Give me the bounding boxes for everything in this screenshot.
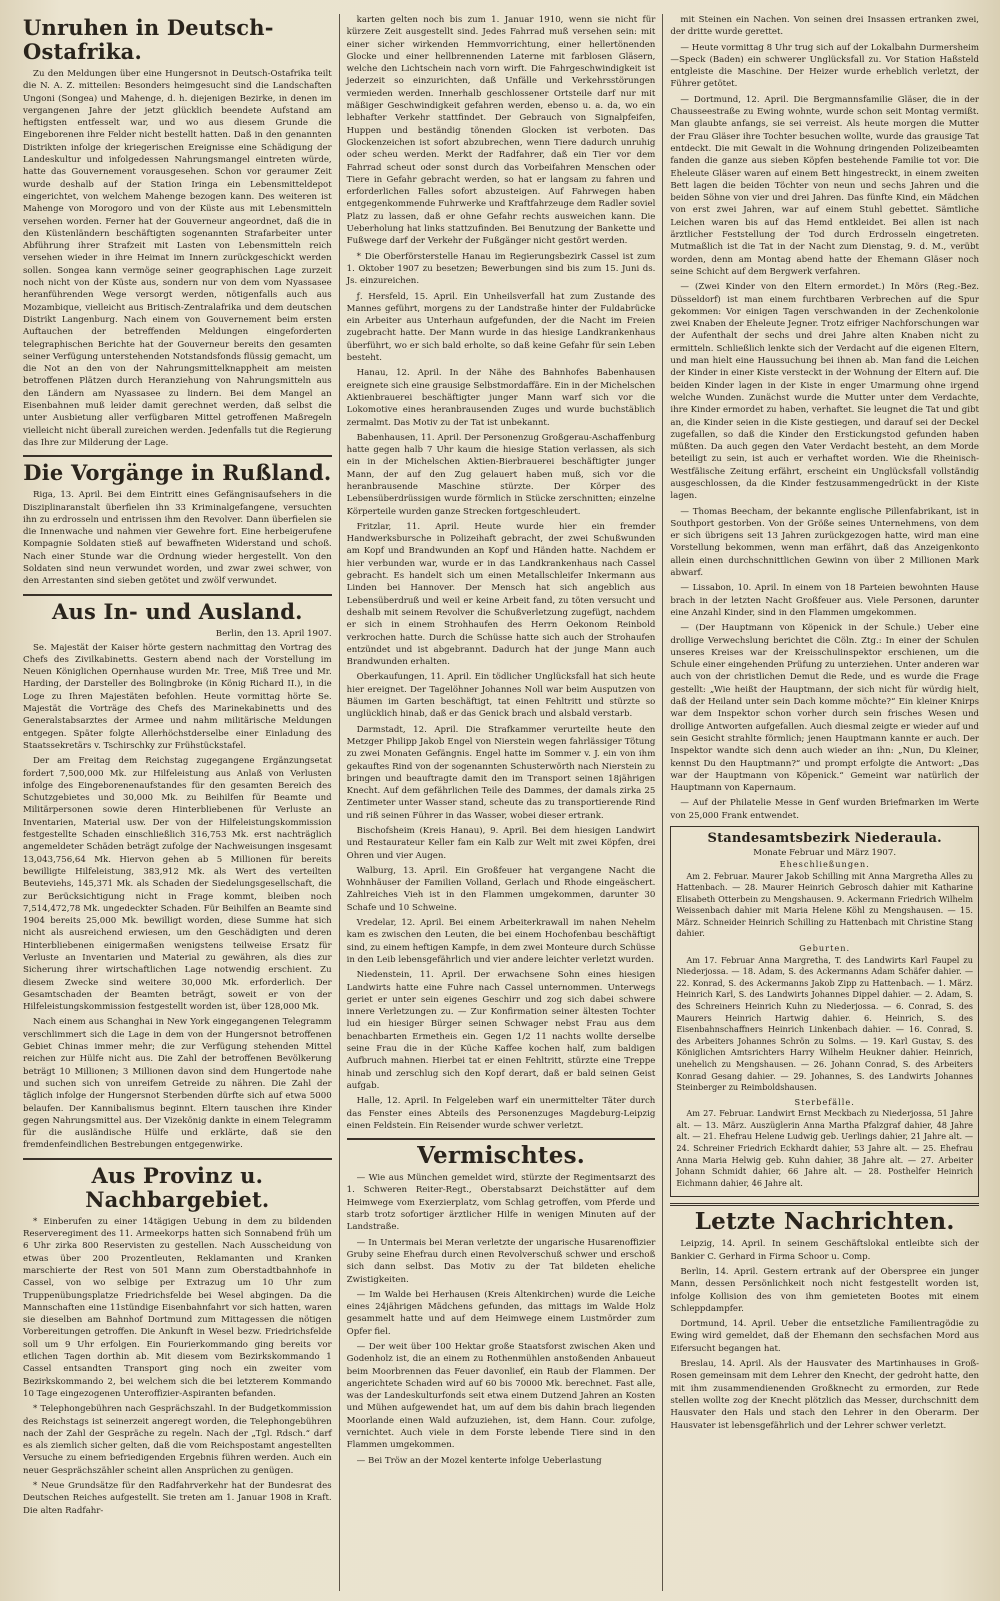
article-darmstadt: Darmstadt, 12. April. Die Strafkammer verurteilte heute den Metzger Philipp Jakob Engel von Nierstein wegen fahrlässiger Tötung zu zwei Monaten Gefängnis. Engel hatte im Sommer v. J. ein von ihm gekauftes Rind von der sogenannten Schusterwörth nach Nierstein zu bringen und beauftragte damit den im Transport seinen 18jährigen Knecht. Auf dem gefährlichen Teile des Dammes, der damals zirka 25 Zentimeter unter Wasser stand, scheute das zu transportierende Rind und riß seinen Führer in das Wasser, wobei dieser ertrank. xyxy=(346,724,656,821)
article-koepenick: — (Der Hauptmann von Köpenick in der Schule.) Ueber eine drollige Verwechslung berichtet die Cöln. Ztg.: In einer der Schulen unseres Kreises war der Kreisschulinspektor erschienen, um die Schule einer eingehenden Prüfung zu unterziehen. Unter anderen war auch von der christlichen Demut die Rede, und es wurde die Frage gestellt: „Wie heißt der Hauptmann, der sich nicht für würdig hielt, daß der Heiland unter sein Dach komme möchte?“ Ein kleiner Knirps war dem Inspektor schon vorher durch sein frisches Wesen und drollige Antworten aufgefallen. Auch diesmal zeigte er wieder auf und sein Gesicht strahlte förmlich; jenen Hauptmann kannte er auch. Der Inspektor wandte sich denn auch wieder an ihn: „Nun, Du Kleiner, kennst Du den Hauptmann?“ und prompt erfolgte die Antwort: „Das war der Hauptmann von Köpenick.“ Gemeint war natürlich der Hauptmann von Kapernaum. xyxy=(670,623,980,794)
article-dortmund: — Dortmund, 12. April. Die Bergmannsfamilie Gläser, die in der Chausseestraße zu Ewing wohnte, wurde schon seit Montag vermißt. Man glaubte anfangs, sie sei verreist. Als heute morgen die Mutter der Frau Gläser ihre Tochter besuchen wollte, wurde das grausige Tat entdeckt. Die mit Gewalt in die Wohnung dringenden Polizeibeamten fanden die ganze aus sieben Köpfen bestehende Familie tot vor. Die Eheleute Gläser waren auf einem Bett hingestreckt, in einem zweiten Bett lagen die beiden Töchter von neun und sechs Jahren und die beiden Söhne von vier und drei Jahren. Das fünfte Kind, ein Mädchen von erst zwei Jahren, war auf einem Stuhl gebettet. Sämtliche Leichen waren bis auf das Hemd entkleidet. Bei allen ist nach ärztlicher Feststellung der Tod durch Erdrosseln eingetreten. Mutmaßlich ist die Tat in der Nacht zum Dienstag, 9. d. M., verübt worden, denn am Montag abend hatte der Ehemann Gläser noch seine Schicht auf dem Bergwerk verfahren. xyxy=(670,94,980,277)
article-hanau: Hanau, 12. April. In der Nähe des Bahnhofes Babenhausen ereignete sich eine grausige Selbstmordaffäre. Ein in der Michelschen Aktienbrauerei beschäftigter junger Mann warf sich vor die Lokomotive eines heranbrausenden Zuges und wurde buchstäblich zermalmt. Das Motiv zu der Tat ist unbekannt. xyxy=(346,368,656,428)
article-telephon: * Telephongebühren nach Gesprächszahl. In der Budgetkommission des Reichstags ist seinerzeit angeregt worden, die Telephongebühren nach der Zahl der Gespräche zu regeln. Nach der „Tgl. Rdsch.“ darf es als ziemlich sicher gelten, daß die vom Reichspostamt angestellten Versuche zu einem befriedigenden Ergebnis führen werden. Auch ein neuer Gesprächszähler scheint allen Ansprüchen zu genügen. xyxy=(23,1404,332,1476)
text-geburten: Am 17. Februar Anna Margretha, T. des Landwirts Karl Faupel zu Niederjossa. — 18. Adam, S. des Ackermanns Adam Schäfer dahier. — 22. Konrad, S. des Ackermanns Jakob Zipp zu Hattenbach. — 1. März. Heinrich Karl, S. des Landwirts Johannes Dippel dahier. — 2. Adam, S. des Schreiners Heinrich Kuhn zu Niederjossa. — 6. Conrad, S. des Maurers Heinrich Hartwig dahier. 6. Heinrich, S. des Eisenbahnschaffners Heinrich Linkenbach dahier. — 16. Conrad, S. des Arbeiters Johannes Schrön zu Solms. — 19. Karl Gustav, S. des Königlichen Amtsrichters Harry Wilhelm Heukner dahier. Heinrich, unehelich zu Mengshausen. — 26. Johann Conrad, S. des Arbeiters Konrad Gesang dahier. — 29. Johannes, S. des Landwirts Johannes Steinberger zu Reimboldshausen. xyxy=(676,954,974,1093)
article-ostafrika: Zu den Meldungen über eine Hungersnot in Deutsch-Ostafrika teilt die N. A. Z. mitteilen: Besonders heimgesucht sind die Landschaften Ungoni (Songea) und Mahenge, d. h. diejenigen Bezirke, in denen im vergangenen Jahre der jetzt glücklich beendete Aufstand am heftigsten entfesselt war, und wo aus diesem Grunde die Eingeborenen ihre Felder nicht bestellt hatten. Daß in den genannten Distrikten infolge der kriegerischen Ereignisse eine Schädigung der Landeskultur und infolgedessen Nahrungsmangel eintreten würde, hatte das Gouvernement vorausgesehen. Schon vor geraumer Zeit wurde deshalb auf der Station Iringa ein Lebensmitteldepot eingerichtet, von welchem Mahenge bezogen kann. Des weiteren ist Mahenge von Morogoro und von der Küste aus mit Lebensmitteln versehen worden. Ferner hat der Gouverneur angeordnet, daß die in den Küstenländern beschäftigten sogenannten Strafarbeiter unter Abführung ihrer Strafzeit mit Lasten von Lebensmitteln reich versehen wieder in ihre Heimat im Innern zurückgeschickt werden sollen. Songea kann vermöge seiner geographischen Lage zurzeit noch nicht von der Küste aus, sondern nur von dem vom Nyassasee heranführenden Wege versorgt werden, nötigenfalls auch aus Mozambique, vielleicht aus Britisch-Zentralafrika und dem deutschen Distrikt Langenburg. Nach einem von Gouvernement beim ersten Auftauchen der betreffenden Meldungen eingeforderten telegraphischen Berichte hat der Gouverneur bereits den gesamten seiner Verfügung unterstehenden Notstandsfonds flüssig gemacht, um die Not an den von der Nahrungsmittelknappheit am meisten betroffenen Plätzen durch Heranziehung von Nahrungsmitteln aus den Ländern am Nyassasee zu lindern. Bei dem Mangel an Eisenbahnen muß leider damit gerechnet werden, daß selbst die unter Ausbietung aller verfügbaren Mittel getroffenen Maßregeln vielleicht nicht überall zureichen werden. Jedenfalls tut die Regierung das Ihre zur Milderung der Lage. xyxy=(23,69,332,448)
dateline-berlin: Berlin, den 13. April 1907. xyxy=(215,628,332,639)
article-beecham: — Thomas Beecham, der bekannte englische Pillenfabrikant, ist in Southport gestorben. Von der Größe seines Unternehmens, von dem er sich übrigens seit 13 Jahren zurückgezogen hatte, wird man eine Vorstellung bekommen, wenn man erfährt, daß das Anzeigenkonto allein einen durchschnittlichen Gewinn von über 2 Millionen Mark abwarf. xyxy=(670,506,980,579)
article-untermais: — In Untermais bei Meran verletzte der ungarische Husarenoffizier Gruby seine Ehefrau durch einen Revolverschuß schwer und erschoß sich dann selbst. Das Motiv zu der Tat bildeten eheliche Zwistigkeiten. xyxy=(346,1237,656,1285)
headline-vermischtes: Vermischtes. xyxy=(417,1142,585,1170)
article-dortmund-2: Dortmund, 14. April. Ueber die entsetzliche Familientragödie zu Ewing wird gemeldet, daß der Ehemann den sechsfachen Mord aus Eifersucht begangen hat. xyxy=(670,1319,980,1354)
article-troew: — Bei Tröw an der Mozel kenterte infolge Ueberlastung xyxy=(356,1455,602,1466)
article-china: Nach einem aus Schanghai in New York eingegangenen Telegramm verschlimmert sich die Lage in dem von der Hungersnot betroffenen Gebiet Chinas immer mehr; die zur Verfügung stehenden Mittel reichen zur Hülfe nicht aus. Die Zahl der betroffenen Bevölkerung beträgt 10 Millionen; 3 Millionen davon sind dem Hungertode nahe und suchen sich von unreifem Getreide zu nähren. Die Zahl der täglich infolge der Hungersnot Sterbenden dürfte sich auf etwa 5000 belaufen. Der Kannibalismus beginnt. Eltern tauschen ihre Kinder gegen Nahrungsmittel aus. Der Vizekönig dankte in einem Telegramm für die ausländische Hülfe und erklärte, daß sie den fremdenfeindlichen Bestrebungen entgegenwirke. xyxy=(23,1017,332,1151)
article-walburg: Walburg, 13. April. Ein Großfeuer hat vergangene Nacht die Wohnhäuser der Familien Volland, Gerlach und Rhode eingeäschert. Zahlreiches Vieh ist in den Flammen umgekommen, darunter 30 Schafe und 10 Schweine. xyxy=(346,865,656,913)
text-sterbefaelle: Am 27. Februar. Landwirt Ernst Meckbach zu Niederjossa, 51 Jahre alt. — 13. März. Auszüglerin Anna Martha Pfalzgraf dahier, 48 Jahre alt. — 21. Ehefrau Helene Ludwig geb. Uerlings dahier, 21 Jahre alt. — 24. Schreiner Friedrich Eckhardt dahier, 53 Jahre alt. — 25. Ehefrau Anna Maria Helwig geb. Kuhn dahier, 38 Jahre alt. — 27. Arbeiter Johann Schmidt dahier, 66 Jahre alt. — 28. Posthelfer Heinrich Eichmann dahier, 46 Jahre alt. xyxy=(676,1108,974,1188)
article-oberkaufungen: Oberkaufungen, 11. April. Ein tödlicher Unglücksfall hat sich heute hier ereignet. Der Tagelöhner Johannes Noll war beim Ausputzen von Bäumen im Garten beschäftigt, tat einen Fehltritt und stürzte so unglücklich hinab, daß er das Genick brach und alsbald verstarb. xyxy=(346,672,656,720)
standesamt-box xyxy=(670,826,979,1197)
article-leipzig: Leipzig, 14. April. In seinem Geschäftslokal entleibte sich der Bankier C. Gerhard in Firma Schoor u. Comp. xyxy=(670,1239,980,1262)
article-herhausen: — Im Walde bei Herhausen (Kreis Altenkirchen) wurde die Leiche eines 24jährigen Mädchens gefunden, das mittags im Walde Holz gesammelt hatte und auf dem Heimwege einem Lustmörder zum Opfer fiel. xyxy=(346,1289,656,1337)
article-genf: — Auf der Philatelie Messe in Genf wurden Briefmarken im Werte von 25,000 Frank entwendet. xyxy=(670,798,980,821)
article-bischofsheim: Bischofsheim (Kreis Hanau), 9. April. Bei dem hiesigen Landwirt und Restaurateur Keller fam ein Kalb zur Welt mit zwei Köpfen, drei Ohren und vier Augen. xyxy=(346,826,656,861)
article-niedenstein: Niedenstein, 11. April. Der erwachsene Sohn eines hiesigen Landwirts hatte eine Fuhre nach Cassel unternommen. Unterwegs geriet er unter sein eigenes Geschirr und zog sich dabei schwere innere Verletzungen zu. — Zur Konfirmation seiner ältesten Tochter lud ein hiesiger Bürger seinen Schwager nebst Frau aus dem benachbarten Ermetheis ein. Gegen 1/2 11 nachts wollte derselbe seine Frau die in der Küche Kaffee kochen half, zum baldigen Aufbruch mahnen. Hierbei tat er einen Fehltritt, stürzte eine Treppe hinab und zerschlug sich den Kopf derart, daß er bald seinen Geist aufgab. xyxy=(346,970,656,1091)
heading-sterbefaelle: Sterbefälle. xyxy=(794,1096,855,1107)
article-oberfoerster: * Die Oberförsterstelle Hanau im Regierungsbezirk Cassel ist zum 1. Oktober 1907 zu besetzen; Bewerbungen sind bis zum 15. Juni ds. Js. einzureichen. xyxy=(346,251,656,287)
article-vredelar: Vredelar, 12. April. Bei einem Arbeiterkrawall im nahen Nehelm kam es zwischen den Leuten, die bei einem Hochofenbau beschäftigt sind, zu einem heftigen Kampfe, in dem zwei Monteure durch Schüsse in den Leib lebensgefährlich und vier andere leichter verletzt wurden. xyxy=(346,918,656,965)
heading-eheschliessungen: Eheschließungen. xyxy=(779,859,870,869)
headline-standesamt: Standesamtsbezirk Niederaula. xyxy=(707,831,942,846)
section-divider xyxy=(23,455,332,457)
article-radfahr-cont: karten gelten noch bis zum 1. Januar 1910, wenn sie nicht für kürzere Zeit ausgestellt sind. Jedes Fahrrad muß versehen sein: mit einer sicher wirkenden Hemmvorrichtung, einer hellertönenden Glocke und einer hellbrennenden Laterne mit farblosen Gläsern, welche den Lichtschein nach vorn wirft. Die Fahrgeschwindigkeit ist jederzeit so einzurichten, daß Unfälle und Verkehrsstörungen vermieden werden. Innerhalb geschlossener Ortsteile darf nur mit mäßiger Geschwindigkeit gefahren werden, ebenso u. a. da, wo ein lebhafter Verkehr stattfindet. Der Gebrauch von Signalpfeifen, Huppen und beständig tönenden Glocken ist verboten. Das Glockenzeichen ist sofort abzubrechen, wenn Tiere dadurch unruhig oder scheu werden. Merkt der Radfahrer, daß ein Tier vor dem Fahrrad scheut oder sonst durch das Vorbeifahren Menschen oder Tiere in Gefahr gebracht werden, so hat er langsam zu fahren und erforderlichen Falles sofort abzusteigen. Auf Fahrwegen haben entgegenkommende Fuhrwerke und Kraftfahrzeuge dem Radler soviel Platz zu lassen, daß er ohne Gefahr rechts ausweichen kann. Die Ueberholung hat links stattzufinden. Bei Benutzung der Bankette und Fußwege darf der Verkehr der Fußgänger nicht gestört werden. xyxy=(346,15,656,247)
column-container xyxy=(16,14,986,1591)
article-halle: Halle, 12. April. In Felgeleben warf ein unermittelter Täter durch das Fenster eines Abteils des Personenzuges Magdeburg-Leipzig einen Feldstein. Ein Reisender wurde schwer verletzt. xyxy=(346,1096,656,1131)
article-muenchen: — Wie aus München gemeldet wird, stürzte der Regimentsarzt des 1. Schweren Reiter-Regt., Oberstabsarzt Deichstätter auf dem Heimwege vom Exerzierplatz, vom Schlag getroffen, vom Pferde und starb trotz sofortiger ärztlicher Hilfe in wenigen Minuten auf der Landstraße. xyxy=(346,1173,656,1233)
article-kaiser: Se. Majestät der Kaiser hörte gestern nachmittag den Vortrag des Chefs des Zivilkabinetts. Gestern abend nach der Vorstellung im Neuen Königlichen Opernhause wurden Mr. Tree, Miß Tree und Mr. Harding, der Darsteller des Bolingbroke (in König Richard II.), in die Loge zu Ihren Majestäten befohlen. Heute vormittag hörte Se. Majestät die Vorträge des Chefs des Marinekabinetts und des Generalstabsarztes der Armee und nahm militärische Meldungen entgegen. Später folgte Allerhöchstderselbe einer Einladung des Staatssekretärs v. Tschirschky zur Frühstückstafel. xyxy=(23,642,332,751)
heading-geburten: Geburten. xyxy=(799,943,851,954)
article-lissabon: — Lissabon, 10. April. In einem von 18 Parteien bewohnten Hause brach in der letzten Nacht Großfeuer aus. Viele Personen, darunter eine Anzahl Kinder, sind in den Flammen umgekommen. xyxy=(670,583,980,618)
article-ergaenzungsetat: Der am Freitag dem Reichstag zugegangene Ergänzungsetat fordert 7,500,000 Mk. zur Hilfeleistung aus Anlaß von Verlusten infolge des Eingeborenenaufstandes für den gesamten Bereich des Schutzgebietes und 30,000 Mk. zu Beihilfen für Beamte und Militärpersonen sowie deren Hinterbliebenen für Verluste an Inventarien, Material usw. Der von der Hilfeleistungskommission festgestellte Schaden einschließlich 316,753 Mk. erst nachträglich angemeldeter Schäden beträgt zufolge der Nachweisungen insgesamt 13,043,756,64 Mk. Hiervon gehen ab 5 Millionen für bereits bewilligte Hilfeleistung, 383,912 Mk. als Wert des verteilten Beuteviehs, 145,371 Mk. als Schaden der Siedelungsgesellschaft, die zur Berücksichtigung nicht in Frage kommt, bleiben noch 7,514,472,78 Mk. ungedeckter Schaden. Für Beihilfen an Beamte sind 1904 bereits 25,000 Mk. bewilligt worden, diese Summe hat sich nicht als ausreichend erwiesen, um den Geschädigten und deren Hinterbliebenen einigermaßen wenigstens teilweise Ersatz für Verluste an Inventarien und Material zu gewähren, als dies zur Sicherung ihrer wirtschaftlichen Lage notwendig erschient. Zu diesem Zwecke sind weitere 30,000 Mk. erforderlich. Der Gesamtschaden der Beamten beträgt, soweit er von der Hilfeleistungskommission festgestellt worden ist, über 128,000 Mk. xyxy=(23,756,332,1013)
article-babenhausen: Babenhausen, 11. April. Der Personenzug Großgerau-Aschaffenburg hatte gegen halb 7 Uhr kaum die hiesige Station verlassen, als sich ein in der Michelschen Aktien-Bierbrauerei beschäftigter junger Mann, der auf den Zug gelauert haben muß, sich vor die heranbrausende Maschine stürzte. Der Körper des Lebensüberdrüssigen wurde förmlich in Stücke zerschnitten; einzelne Körperteile wurden ganze Strecken fortgeschleudert. xyxy=(346,432,656,517)
headline-letzte: Letzte Nachrichten. xyxy=(694,1208,955,1236)
article-fritzlar: Fritzlar, 11. April. Heute wurde hier ein fremder Handwerksbursche in Polizeihaft gebracht, der zwei Schußwunden am Kopf und Brandwunden an Kopf und Händen hatte. Nachdem er hier verbunden war, wurde er in das Landkrankenhaus nach Cassel gebracht. Es handelt sich um einen Metallschleifer Inkermann aus Linden bei Hannover. Der Mensch hat sich angeblich aus Lebensüberdruß und weil er keine Arbeit fand, zu töten versucht und deshalb mit seinem Revolver die Schußverletzung zugefügt, nachdem er sich in einem Strohhaufen des Herrn Oekonom Reinbold verkrochen hatte. Durch die Schüsse hatte sich auch der Strohaufen entzündet und ist abgebrannt. Dadurch hat der junge Mann auch Brandwunden erhalten. xyxy=(346,521,656,668)
headline-provinz: Aus Provinz u. Nachbargebiet. xyxy=(85,1162,270,1212)
headline-ostafrika: Unruhen in Deutsch-Ostafrika. xyxy=(23,15,274,64)
standesamt-subtitle: Monate Februar und März 1907. xyxy=(753,848,897,858)
section-divider xyxy=(670,1203,979,1206)
article-lokalbahn: — Heute vormittag 8 Uhr trug sich auf der Lokalbahn Durmersheim—Speck (Baden) ein schwerer Unglücksfall zu. Vor Station Haßsteld entgleiste die Maschine. Der Heizer wurde erheblich verletzt, der Führer getötet. xyxy=(670,42,980,90)
article-breslau: Breslau, 14. April. Als der Hausvater des Martinhauses in Groß-Rosen gemeinsam mit dem Lehrer den Knecht, der gedroht hatte, den mit ihm zusammendienenden Großknecht zu ermorden, zur Rede stellen wollte zog der Knecht plötzlich das Messer, durchschnitt dem Hausvater den Hals und stach den Lehrer in den Oberarm. Der Hausvater ist lebensgefährlich und der Lehrer schwer verletzt. xyxy=(670,1359,980,1431)
text-eheschliessungen: Am 2. Februar. Maurer Jakob Schilling mit Anna Margretha Alles zu Hattenbach. — 28. Maurer Heinrich Gebrosch dahier mit Katharine Elisabeth Otterbein zu Mengshausen. 9. Ackermann Friedrich Wilhelm Weissenbach dahier mit Maria Helene Köhl zu Mengshausen. — 15. März. Schneider Heinrich Schilling zu Hattenbach mit Christine Stang dahier. xyxy=(676,870,974,939)
article-staatsforst: — Der weit über 100 Hektar große Staatsforst zwischen Aken und Godenholz ist, die an einem zu Rothenmühlen anstoßenden Anbaueut beim Moorbrennen das Feuer davonlief, ein Raub der Flammen. Der angerichtete Schaden wird auf 60 bis 70000 Mk. berechnet. Fast alle, was der Landeskulturfonds seit etwa einem Dutzend Jahren an Kosten und Mühen aufgewendet hat, um auf dem bis dahin brach liegenden Moorlande einen Wald aufzuziehen, ist, dem Hann. Cour. zufolge, vernichtet. Auch viele in dem Forste lebende Tiere sind in den Flammen umgekommen. xyxy=(346,1341,656,1451)
column-middle xyxy=(340,14,664,1591)
article-nachen: mit Steinen ein Nachen. Von seinen drei Insassen ertranken zwei, der dritte wurde gerettet. xyxy=(670,15,980,38)
headline-russland: Die Vorgänge in Rußland. xyxy=(23,460,332,486)
column-right xyxy=(663,14,986,1591)
section-divider xyxy=(23,1158,332,1160)
section-divider xyxy=(23,594,332,596)
article-reserve: * Einberufen zu einer 14tägigen Uebung in dem zu bildenden Reserveregiment des 11. Armeekorps hatten sich Sonnabend früh um 6 Uhr zirka 800 Reservisten zu gestellen. Nach Ausscheidung von etwas über 200 Prozentleuten, Reklamanten und Kranken marschierte der Rest von 501 Mann zum Oberstadtbahnhofe in Cassel, von wo selbige per Extrazug um 10 Uhr zum Truppenübungsplatze Friedrichsfelde bei Wesel abgingen. Da die Mannschaften eine 11stündige Eisenbahnfahrt vor sich hatten, waren sie dieselben am Bahnhof Dortmund zum Mittagessen die nötigen Vorbereitungen getroffen. Die Ankunft in Wesel bezw. Friedrichsfelde soll um 9 Uhr erfolgen. Ein Fourierkommando ging bereits vor etlichen Tagen dorthin ab. Mit diesem vom Bezirkskommando 1 Cassel entsandten Transport ging noch ein zweiter vom Bezirkskommando 2, bei welchem sich die bei letzterem Kommando 10 Tage eingezogenen Unteroffizier-Aspiranten befanden. xyxy=(23,1216,332,1399)
article-moers: — (Zwei Kinder von den Eltern ermordet.) In Mörs (Reg.-Bez. Düsseldorf) ist man einem furchtbaren Verbrechen auf die Spur gekommen: Vor einigen Tagen verschwanden in der Zechenkolonie zwei Knaben der Eheleute Jegner. Trotz eifriger Nachforschungen war der Aufenthalt der sechs und drei Jahre alten Knaben nicht zu ermitteln. Schließlich lenkte sich der Verdacht auf die eigenen Eltern, und man hielt eine Haussuchung bei ihnen ab. Man fand die Leichen der Kinder in einer Kiste versteckt in der Wohnung der Eltern auf. Die beiden Kinder lagen in der Kiste in enger Umarmung ohne irgend welche Wunden. Zunächst wurde die Mutter unter dem Verdachte, ihre Kinder ermordet zu haben, verhaftet. Sie leugnet die Tat und gibt an, die Kinder seien in die Kiste gestiegen, und darauf sei der Deckel zugefallen, so daß die Kinder den Erstickungstod gefunden haben müßten. Da auch gegen den Vater Verdacht besteht, an dem Morde beteiligt zu sein, ist auch er verhaftet worden. Wie die Rheinisch-Westfälische Zeitung erfährt, erscheint ein Unglücksfall vollständig ausgeschlossen, da die Kinder festzusammengedrückt in der Kiste lagen. xyxy=(670,282,980,502)
article-berlin-spree: Berlin, 14. April. Gestern ertrank auf der Oberspree ein junger Mann, dessen Persönlichkeit noch nicht festgestellt worden ist, infolge Kollision des von ihm gemieteten Bootes mit einem Schleppdampfer. xyxy=(670,1266,980,1314)
headline-in-ausland: Aus In- und Ausland. xyxy=(52,598,303,624)
section-divider xyxy=(347,1138,656,1140)
column-left xyxy=(16,14,340,1591)
article-radfahr: * Neue Grundsätze für den Radfahrverkehr hat der Bundesrat des Deutschen Reiches aufgestellt. Sie treten am 1. Januar 1908 in Kraft. Die alten Radfahr- xyxy=(23,1480,332,1516)
article-hersfeld: ƒ. Hersfeld, 15. April. Ein Unheilsverfall hat zum Zustande des Mannes geführt, morgens zu der Landstraße hinter der Fuldabrücke ein Arbeiter aus Unterhaun aufgefunden, der die Nacht im Freien zugebracht hatte. Der Mann wurde in das hiesige Landkrankenhaus überführt, wo er sich bald erholte, so daß keine Gefahr für sein Leben besteht. xyxy=(346,291,656,364)
article-russland: Riga, 13. April. Bei dem Eintritt eines Gefängnisaufsehers in die Disziplinaranstalt überfielen ihn 33 Kriminalgefangene, versuchten ihn zu erdrosseln und entrissen ihm den Revolver. Dann überfielen sie die Innenwache und nahmen vier Gewehre fort. Eine herbeigerufene Kompagnie Soldaten stieß auf bewaffneten Widerstand und schoß. Nach einer Stunde war die Ordnung wieder hergestellt. Von den Soldaten sind neun verwundet worden, und zwar zwei schwer, von den Arrestanten sind sieben getötet und zwölf verwundet. xyxy=(23,490,332,587)
